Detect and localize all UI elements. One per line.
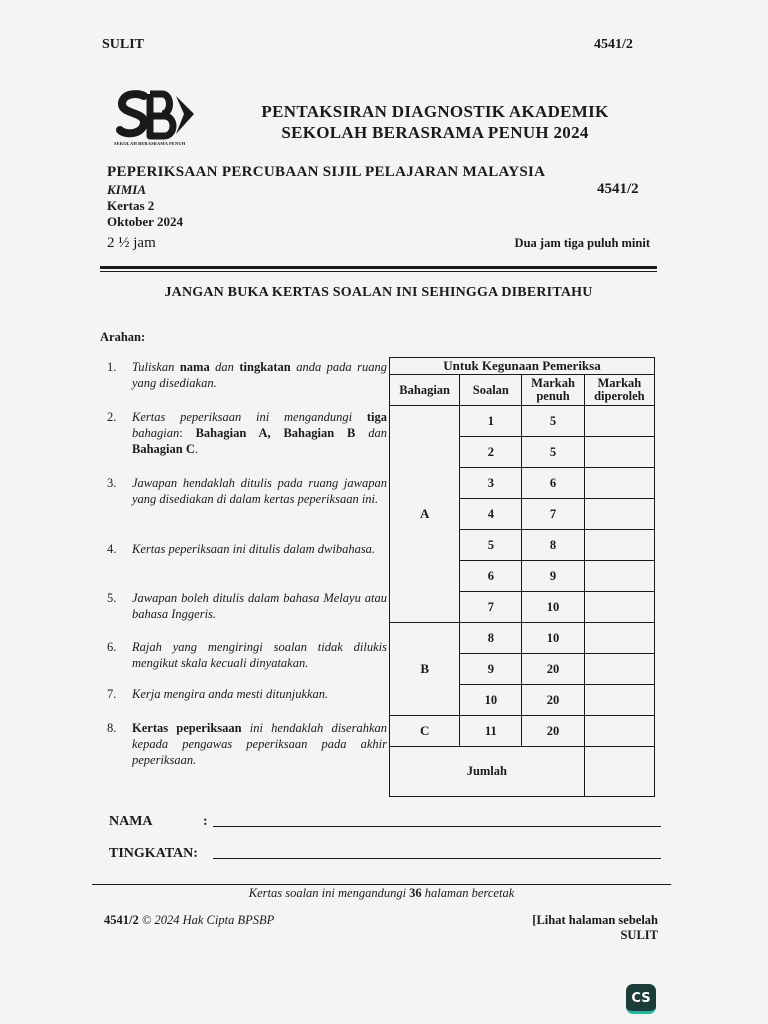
marks-obtained-cell[interactable]: [584, 716, 654, 747]
table-row: [390, 623, 655, 654]
full-marks: 10: [522, 623, 584, 654]
instruction-item: [107, 409, 387, 457]
page-count-note: Kertas soalan ini mengandungi 36 halaman bercetak: [248, 886, 515, 900]
instructions-heading: Arahan:: [100, 330, 146, 344]
full-marks: 20: [522, 654, 584, 685]
camscanner-badge-icon: CS: [626, 984, 656, 1014]
marks-obtained-cell[interactable]: [584, 561, 654, 592]
table-row: [390, 406, 655, 437]
instruction-number: 8.: [107, 721, 117, 735]
marks-obtained-cell[interactable]: [584, 499, 654, 530]
assessment-subtitle: SEKOLAH BERASRAMA PENUH 2024: [281, 123, 589, 142]
instruction-item: [107, 720, 387, 768]
instruction-item: [107, 686, 387, 702]
divider-thick: [100, 266, 657, 269]
instruction-text: Tuliskan nama dan tingkatan anda pada ruang yang disediakan.: [132, 360, 387, 390]
exam-name: PEPERIKSAAN PERCUBAAN SIJIL PELAJARAN MALAYSIA: [107, 164, 546, 180]
instruction-number: 2.: [107, 410, 117, 424]
full-marks: 5: [522, 437, 584, 468]
instruction-number: 3.: [107, 476, 117, 490]
question-number: 5: [460, 530, 522, 561]
tingkatan-label: TINGKATAN:: [109, 846, 198, 861]
logo-caption: SEKOLAH BERASRAMA PENUH: [114, 141, 186, 146]
full-marks: 7: [522, 499, 584, 530]
instruction-item: [107, 359, 387, 391]
footer-divider: [92, 884, 671, 885]
exam-duration: 2 ½ jam: [107, 235, 156, 251]
marks-obtained-cell[interactable]: [584, 468, 654, 499]
section-cell: A: [390, 406, 460, 623]
question-number: 8: [460, 623, 522, 654]
instruction-text: Rajah yang mengiringi soalan tidak dilukis mengikut skala kecuali dinyatakan.: [132, 640, 387, 670]
question-number: 1: [460, 406, 522, 437]
marks-obtained-cell[interactable]: [584, 623, 654, 654]
instruction-item: [107, 639, 387, 671]
exam-code: 4541/2: [597, 181, 639, 197]
examiner-marks-table: [389, 357, 655, 798]
question-number: 11: [460, 716, 522, 747]
instruction-number: 7.: [107, 687, 117, 701]
instruction-text: Jawapan hendaklah ditulis pada ruang jawapan yang disediakan di dalam kertas peperiksaan ini.: [132, 476, 387, 506]
instruction-number: 1.: [107, 360, 117, 374]
col-header-markah-diperoleh: Markah diperoleh: [584, 375, 654, 406]
col-header-markah-penuh: Markah penuh: [522, 375, 584, 406]
full-marks: 5: [522, 406, 584, 437]
full-marks: 9: [522, 561, 584, 592]
question-number: 9: [460, 654, 522, 685]
total-label: Jumlah: [390, 747, 585, 797]
nama-label: NAMA: [109, 814, 153, 829]
divider-thin: [100, 271, 657, 272]
do-not-open-warning: JANGAN BUKA KERTAS SOALAN INI SEHINGGA DIBERITAHU: [164, 285, 593, 300]
instruction-number: 4.: [107, 542, 117, 556]
table-title: Untuk Kegunaan Pemeriksa: [390, 358, 655, 375]
marks-obtained-cell[interactable]: [584, 530, 654, 561]
copyright: 4541/2 © 2024 Hak Cipta BPSBP: [104, 913, 275, 927]
col-header-bahagian: Bahagian: [390, 375, 460, 406]
full-marks: 10: [522, 592, 584, 623]
instruction-text: Kertas peperiksaan ini mengandungi tiga bahagian: Bahagian A, Bahagian B dan Bahagian C.: [132, 410, 387, 456]
question-number: 3: [460, 468, 522, 499]
instruction-text: Jawapan boleh ditulis dalam bahasa Melayu atau bahasa Inggeris.: [132, 591, 387, 621]
tingkatan-field[interactable]: [213, 858, 661, 859]
header-paper-code: 4541/2: [594, 37, 633, 52]
marks-obtained-cell[interactable]: [584, 592, 654, 623]
instruction-text: Kerja mengira anda mesti ditunjukkan.: [132, 687, 329, 701]
marks-obtained-cell[interactable]: [584, 406, 654, 437]
assessment-title: PENTAKSIRAN DIAGNOSTIK AKADEMIK: [261, 102, 609, 121]
nama-colon: :: [203, 814, 208, 829]
instruction-text: Kertas peperiksaan ini hendaklah diserahkan kepada pengawas peperiksaan pada akhir peperiksaan.: [132, 721, 387, 767]
nama-field[interactable]: [213, 826, 661, 827]
instruction-item: [107, 475, 387, 507]
question-number: 10: [460, 685, 522, 716]
full-marks: 20: [522, 716, 584, 747]
marks-obtained-cell[interactable]: [584, 437, 654, 468]
question-number: 7: [460, 592, 522, 623]
exam-duration-words: Dua jam tiga puluh minit: [514, 236, 650, 250]
marks-obtained-cell[interactable]: [584, 654, 654, 685]
next-page-note: [Lihat halaman sebelah: [532, 913, 658, 927]
marks-obtained-cell[interactable]: [584, 685, 654, 716]
question-number: 4: [460, 499, 522, 530]
instruction-item: [107, 590, 387, 622]
instruction-item: [107, 541, 387, 557]
question-number: 2: [460, 437, 522, 468]
exam-date: Oktober 2024: [107, 214, 183, 229]
section-cell: B: [390, 623, 460, 716]
col-header-soalan: Soalan: [460, 375, 522, 406]
instruction-text: Kertas peperiksaan ini ditulis dalam dwibahasa.: [132, 542, 376, 556]
footer-classification: SULIT: [620, 928, 658, 942]
instruction-number: 6.: [107, 640, 117, 654]
exam-subject: KIMIA: [107, 182, 147, 197]
table-row: [390, 716, 655, 747]
question-number: 6: [460, 561, 522, 592]
exam-paper: Kertas 2: [107, 198, 155, 213]
full-marks: 8: [522, 530, 584, 561]
total-marks-cell[interactable]: [584, 747, 654, 797]
full-marks: 20: [522, 685, 584, 716]
header-classification: SULIT: [102, 37, 145, 52]
full-marks: 6: [522, 468, 584, 499]
table-row: [390, 747, 655, 797]
section-cell: C: [390, 716, 460, 747]
instruction-number: 5.: [107, 591, 117, 605]
